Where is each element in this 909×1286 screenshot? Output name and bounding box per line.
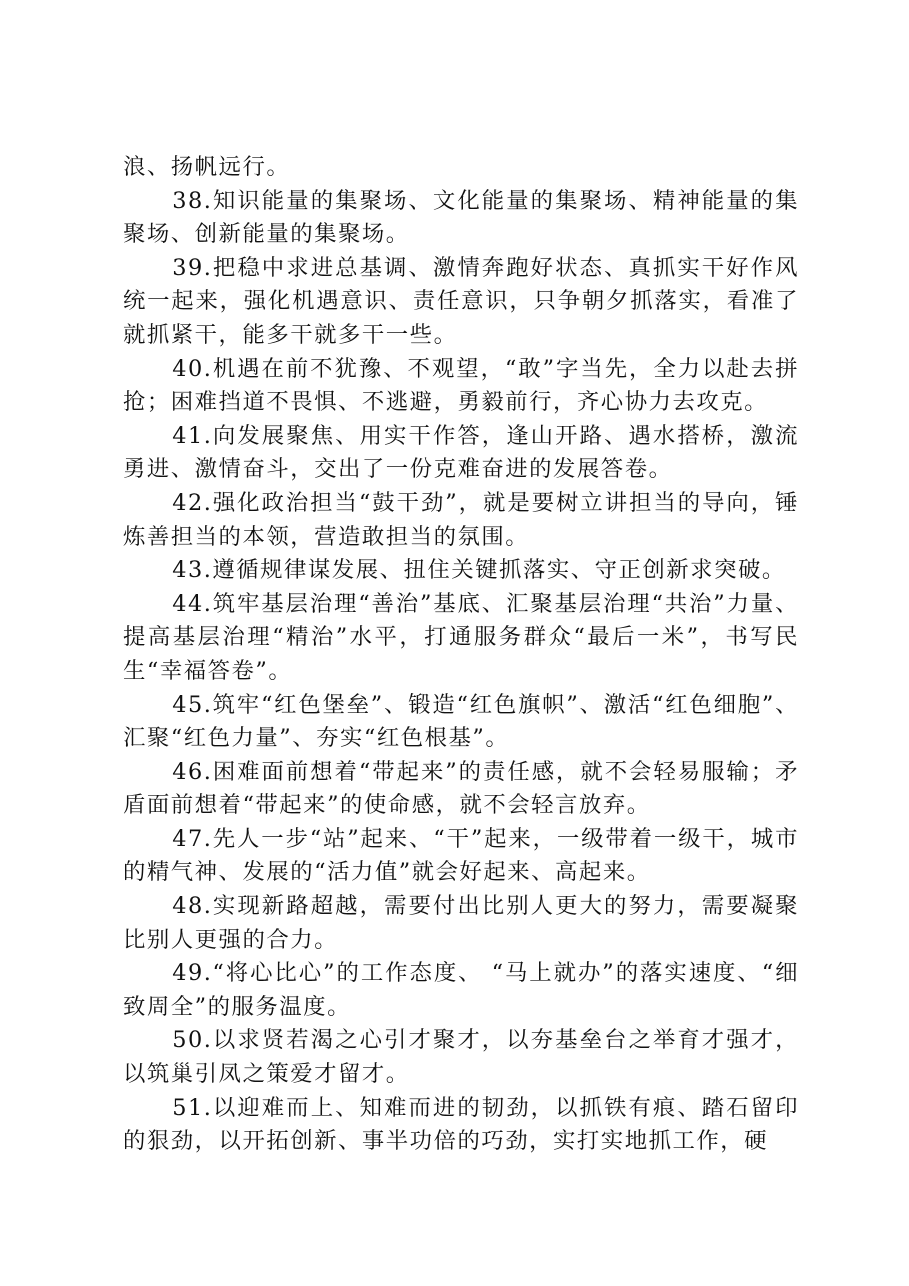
paragraph-38: 38.知识能量的集聚场、文化能量的集聚场、精神能量的集聚场、创新能量的集聚场。 — [123, 187, 799, 248]
paragraph-45: 45.筑牢“红色堡垒”、锻造“红色旗帜”、激活“红色细胞”、汇聚“红色力量”、夯实“红色根基”。 — [123, 691, 799, 752]
document-body — [123, 151, 799, 1159]
paragraph-51: 51.以迎难而上、知难而进的韧劲，以抓铁有痕、踏石留印的狠劲，以开拓创新、事半功倍的巧劲，实打实地抓工作，硬 — [123, 1094, 799, 1155]
paragraph-40: 40.机遇在前不犹豫、不观望，“敢”字当先，全力以赴去拼抢；困难挡道不畏惧、不逃避，勇毅前行，齐心协力去攻克。 — [123, 355, 799, 416]
paragraph-continuation: 浪、扬帆远行。 — [123, 154, 291, 180]
paragraph-43: 43.遵循规律谋发展、扭住关键抓落实、守正创新求突破。 — [172, 557, 786, 584]
paragraph-48: 48.实现新路超越，需要付出比别人更大的努力，需要凝聚比别人更强的合力。 — [123, 893, 799, 953]
paragraph-41: 41.向发展聚焦、用实干作答，逢山开路、遇水搭桥，激流勇进、激情奋斗，交出了一份克难奋进的发展答卷。 — [123, 422, 799, 483]
paragraph-42: 42.强化政治担当“鼓干劲”，就是要树立讲担当的导向，锤炼善担当的本领，营造敢担当的氛围。 — [123, 489, 799, 550]
paragraph-44: 44.筑牢基层治理“善治”基底、汇聚基层治理“共治”力量、提高基层治理“精治”水平，打通服务群众“最后一米”，书写民生“幸福答卷”。 — [123, 590, 799, 684]
paragraph-39: 39.把稳中求进总基调、激情奔跑好状态、真抓实干好作风统一起来，强化机遇意识、责任意识，只争朝夕抓落实，看准了就抓紧干，能多干就多干一些。 — [123, 254, 799, 348]
paragraph-46: 46.困难面前想着“带起来”的责任感，就不会轻易服输；矛盾面前想着“带起来”的使命感，就不会轻言放弃。 — [123, 758, 799, 819]
paragraph-49: 49.“将心比心”的工作态度、 “马上就办”的落实速度、“细致周全”的服务温度。 — [123, 960, 799, 1020]
paragraph-47: 47.先人一步“站”起来、“干”起来，一级带着一级干，城市的精气神、发展的“活力值”就会好起来、高起来。 — [123, 825, 799, 886]
paragraph-50: 50.以求贤若渴之心引才聚才，以夯基垒台之举育才强才，以筑巢引凤之策爱才留才。 — [123, 1027, 799, 1088]
